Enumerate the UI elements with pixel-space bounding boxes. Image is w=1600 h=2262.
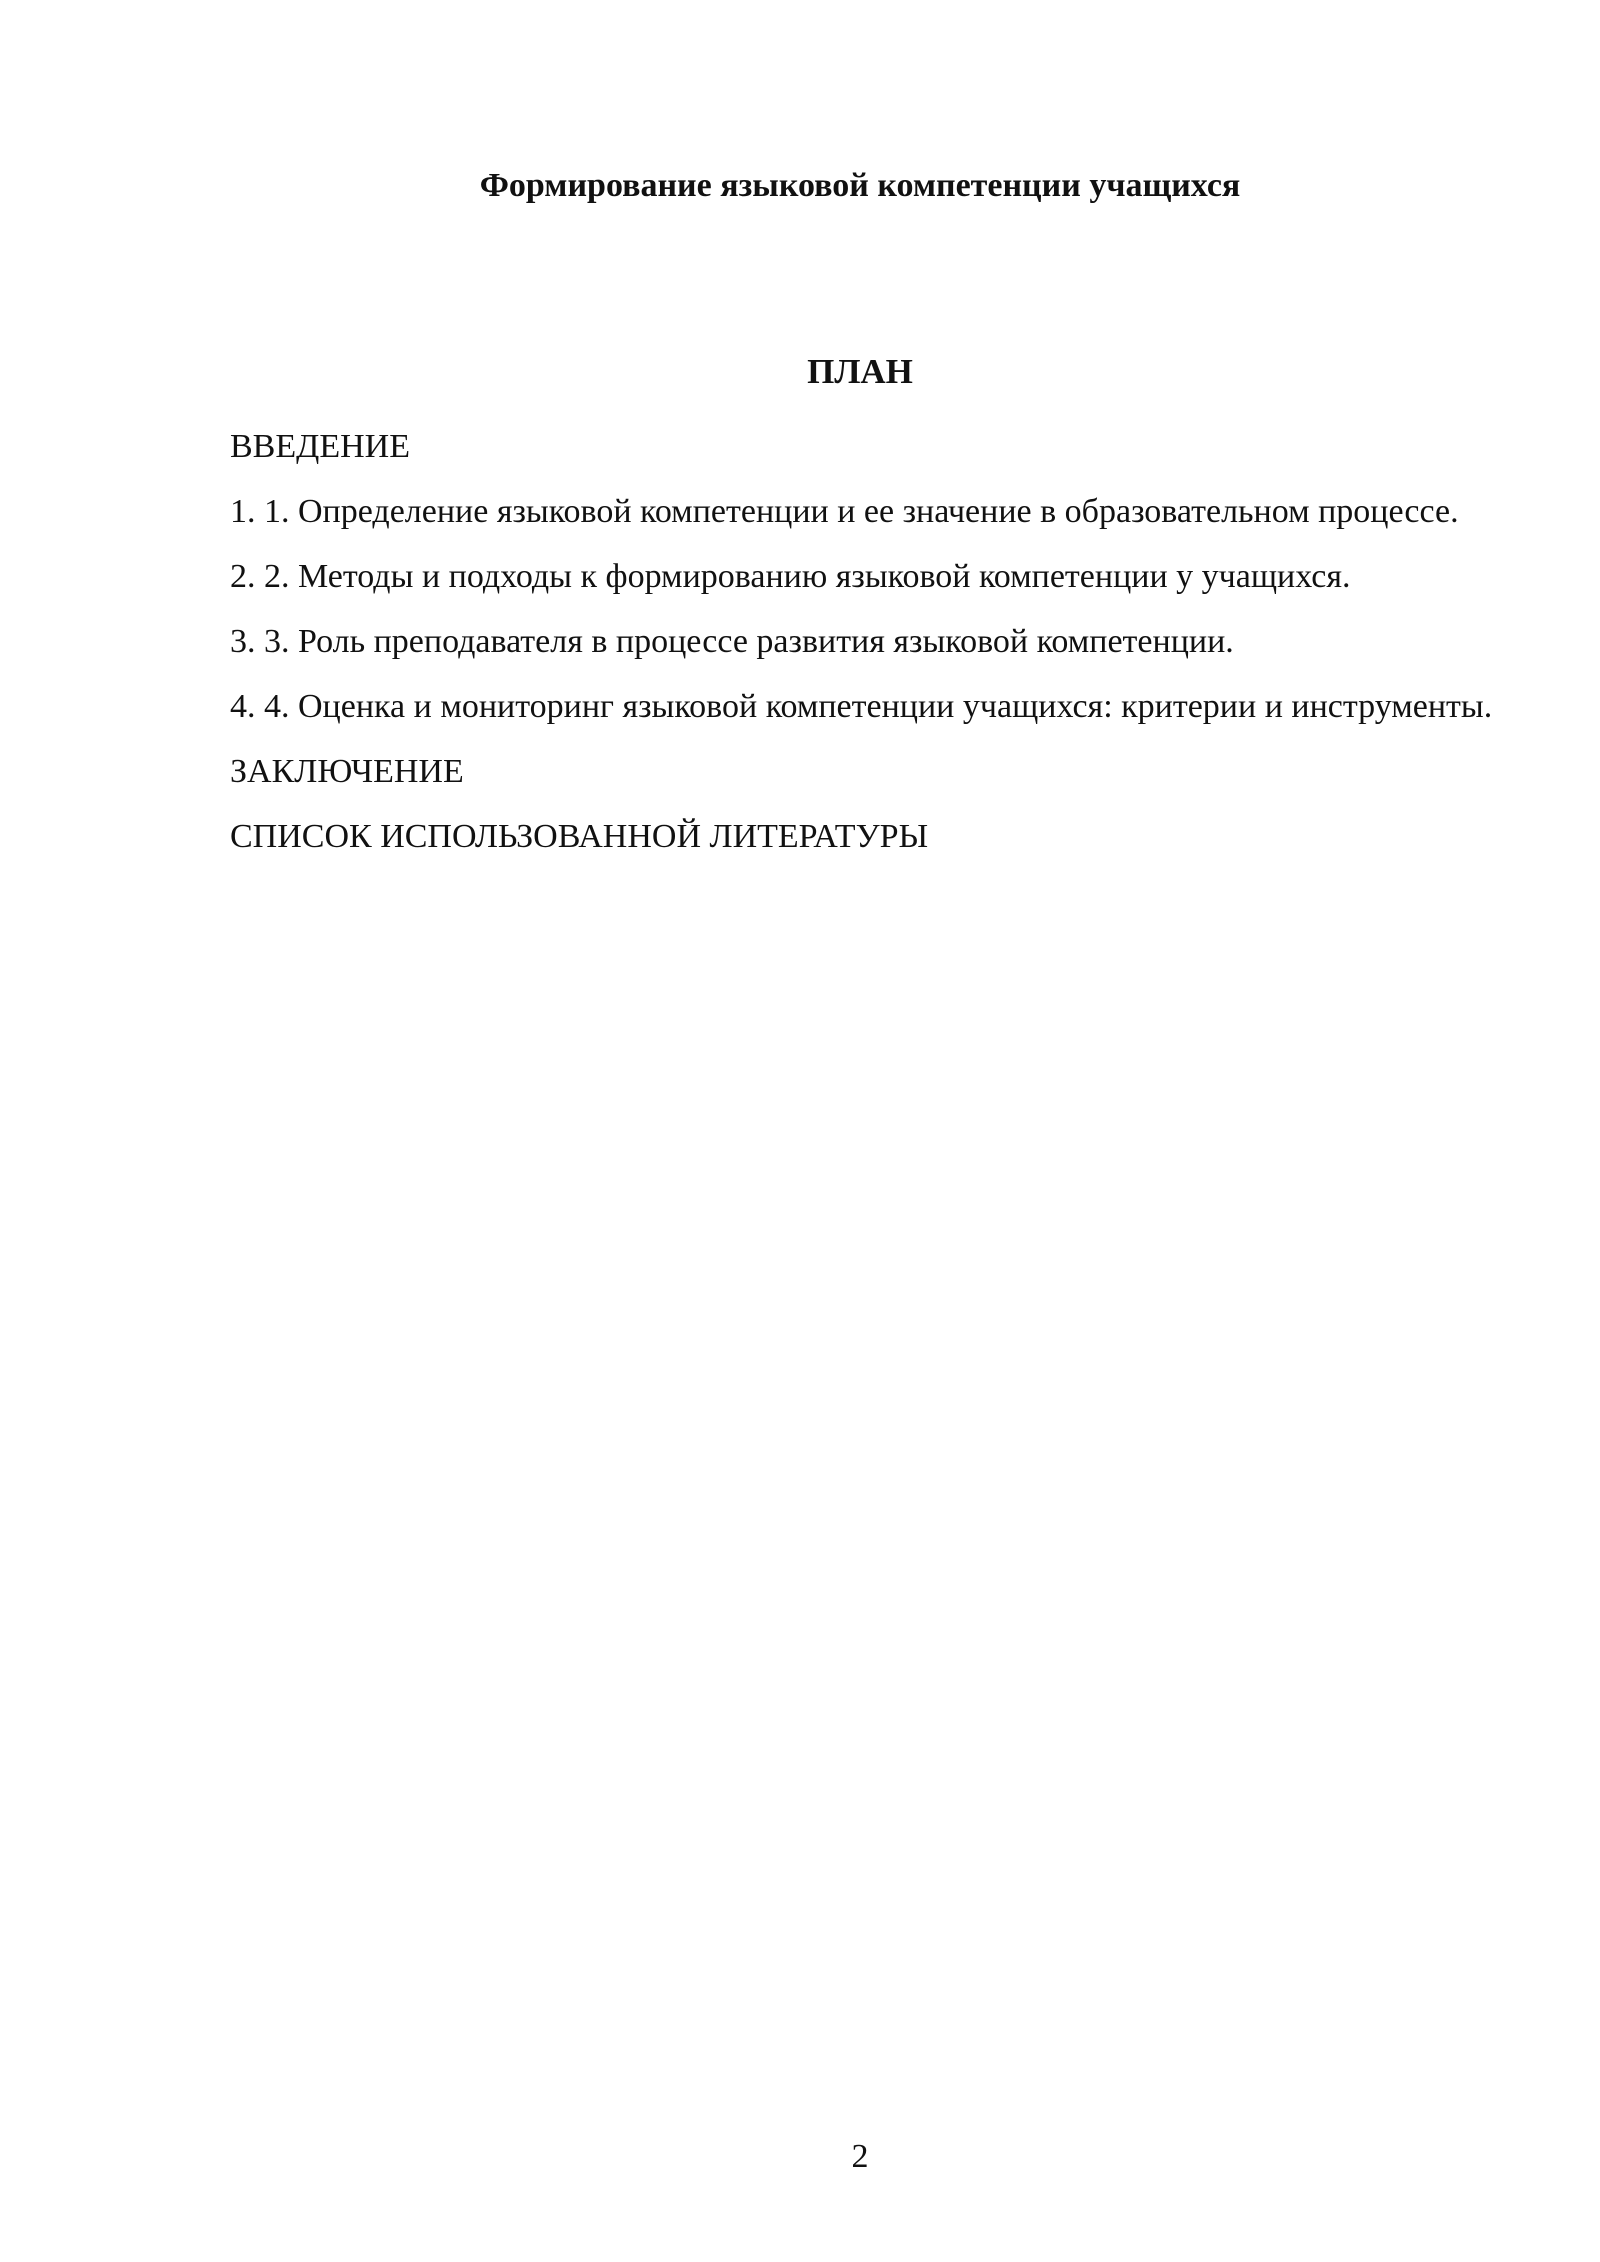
toc-item-3: 3. 3. Роль преподавателя в процессе развития языковой компетенции. — [230, 623, 1234, 660]
toc-item-references: СПИСОК ИСПОЛЬЗОВАННОЙ ЛИТЕРАТУРЫ — [230, 818, 929, 855]
toc-item-1: 1. 1. Определение языковой компетенции и ее значение в образовательном процессе. — [230, 493, 1459, 530]
table-of-contents — [230, 418, 1510, 873]
toc-item-4: 4. 4. Оценка и мониторинг языковой компетенции учащихся: критерии и инструменты. — [230, 688, 1493, 725]
toc-item-conclusion: ЗАКЛЮЧЕНИЕ — [230, 753, 464, 790]
page-number: 2 — [851, 2138, 869, 2175]
toc-item-2: 2. 2. Методы и подходы к формированию языковой компетенции у учащихся. — [230, 558, 1351, 595]
plan-heading: ПЛАН — [807, 352, 913, 391]
document-title: Формирование языковой компетенции учащихся — [479, 167, 1241, 204]
toc-item-introduction: ВВЕДЕНИЕ — [230, 428, 410, 465]
